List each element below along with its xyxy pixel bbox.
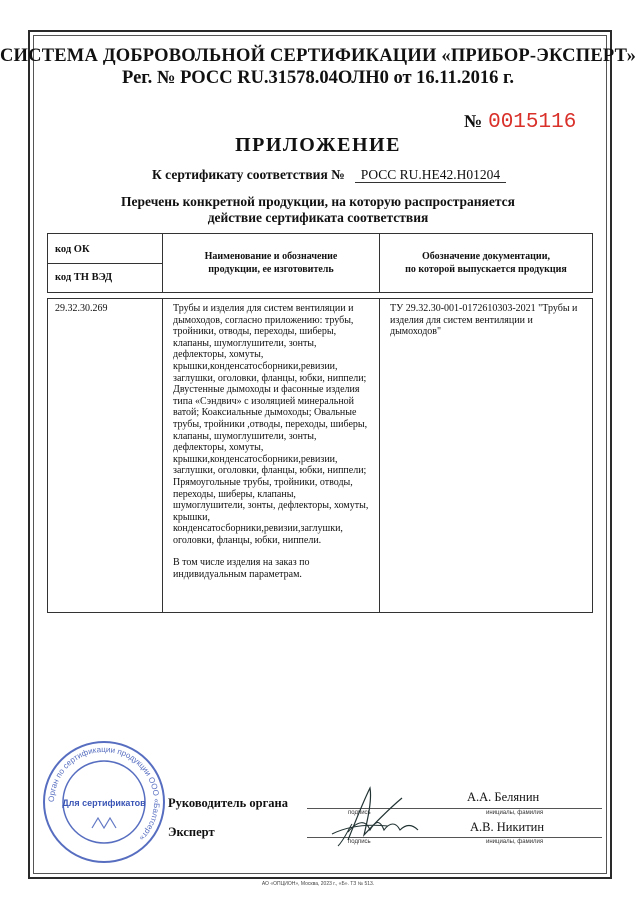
head-signature-caption: подпись (348, 810, 371, 816)
name-header (163, 234, 380, 293)
code-header-cell (48, 234, 163, 293)
document-title: ПРИЛОЖЕНИЕ (235, 134, 401, 156)
organization-seal (40, 738, 168, 866)
form-number (464, 111, 576, 134)
certificate-number: РОСС RU.НЕ42.Н01204 (355, 167, 506, 183)
doc-header-line1: Обозначение документации, (422, 251, 550, 262)
registration-number: Рег. № РОСС RU.31578.04ОЛН0 от 16.11.2016 г. (122, 68, 514, 88)
product-code: 29.32.30.269 (48, 299, 163, 613)
handwritten-signature (318, 780, 428, 850)
doc-header-line2: по которой выпускается продукция (405, 264, 567, 275)
form-number-label: № (464, 111, 483, 131)
code-tnved-header: код ТН ВЭД (55, 272, 113, 283)
list-title-line2: действие сертификата соответствия (207, 210, 429, 225)
list-title-line1: Перечень конкретной продукции, на которую распространяется (121, 194, 515, 209)
head-label: Руководитель органа (168, 796, 288, 810)
certificate-reference (152, 167, 506, 183)
name-header-line1: Наименование и обозначение (204, 251, 338, 262)
seal-inner-text: Для сертификатов (62, 798, 146, 808)
product-name-cell (163, 299, 380, 613)
list-title (0, 194, 636, 226)
product-name: Трубы и изделия для систем вентиляции и дымоходов, согласно приложению: трубы, тройники, отводы, переходы, шиберы, клапаны, шумоглушители, зонты, дефлекторы, хомуты, крышки,конденсатосборники,ревизии, заглушки, оголовки, фланцы, юбки, ниппели; Двустенные дымоходы и фасонные изделия типа «Сэндвич» с изоляцией минеральной ватой; Коаксиальные дымоходы; Овальные трубы, тройники ,отводы, переходы, шиберы, клапаны, шумоглушители, зонты, дефлекторы, хомуты, крышки,конденсатосборники,ревизии, заглушки, оголовки, фланцы, юбки, ниппели; Прямоугольные трубы, тройники, отводы, переходы, шиберы, клапаны, шумоглушители, зонты, дефлекторы, хомуты, крышки, конденсатосборники,ревизии,заглушки, оголовки, фланцы, юбки, ниппели. (173, 303, 369, 546)
head-name: А.А. Белянин (467, 790, 540, 804)
code-ok-header: код ОК (48, 234, 162, 264)
expert-label: Эксперт (168, 825, 215, 839)
seal-ring-text: Орган по сертификации продукции ООО «Балтсерт» (46, 744, 162, 843)
expert-signature-caption: подпись (348, 839, 371, 845)
head-name-caption: инициалы, фамилия (486, 810, 544, 816)
certification-system-title: СИСТЕМА ДОБРОВОЛЬНОЙ СЕРТИФИКАЦИИ «ПРИБОР-ЭКСПЕРТ» (0, 46, 636, 66)
printer-footer: АО «ОПЦИОН», Москва, 2023 г., «Б». ТЗ № 513. (261, 881, 375, 887)
certificate-label: К сертификату соответствия № (152, 167, 345, 182)
table-header-row (48, 234, 593, 293)
product-note: В том числе изделия на заказ по индивидуальным параметрам. (173, 557, 310, 581)
form-number-value: 0015116 (488, 111, 577, 134)
table-row (48, 299, 593, 613)
products-table (47, 233, 593, 613)
product-documentation: ТУ 29.32.30-001-0172610303-2021 "Трубы и изделия для систем вентиляции и дымоходов" (380, 299, 593, 613)
expert-name: А.В. Никитин (470, 820, 545, 834)
name-header-line2: продукции, ее изготовитель (208, 264, 334, 275)
doc-header (380, 234, 593, 293)
expert-name-caption: инициалы, фамилия (486, 839, 544, 845)
